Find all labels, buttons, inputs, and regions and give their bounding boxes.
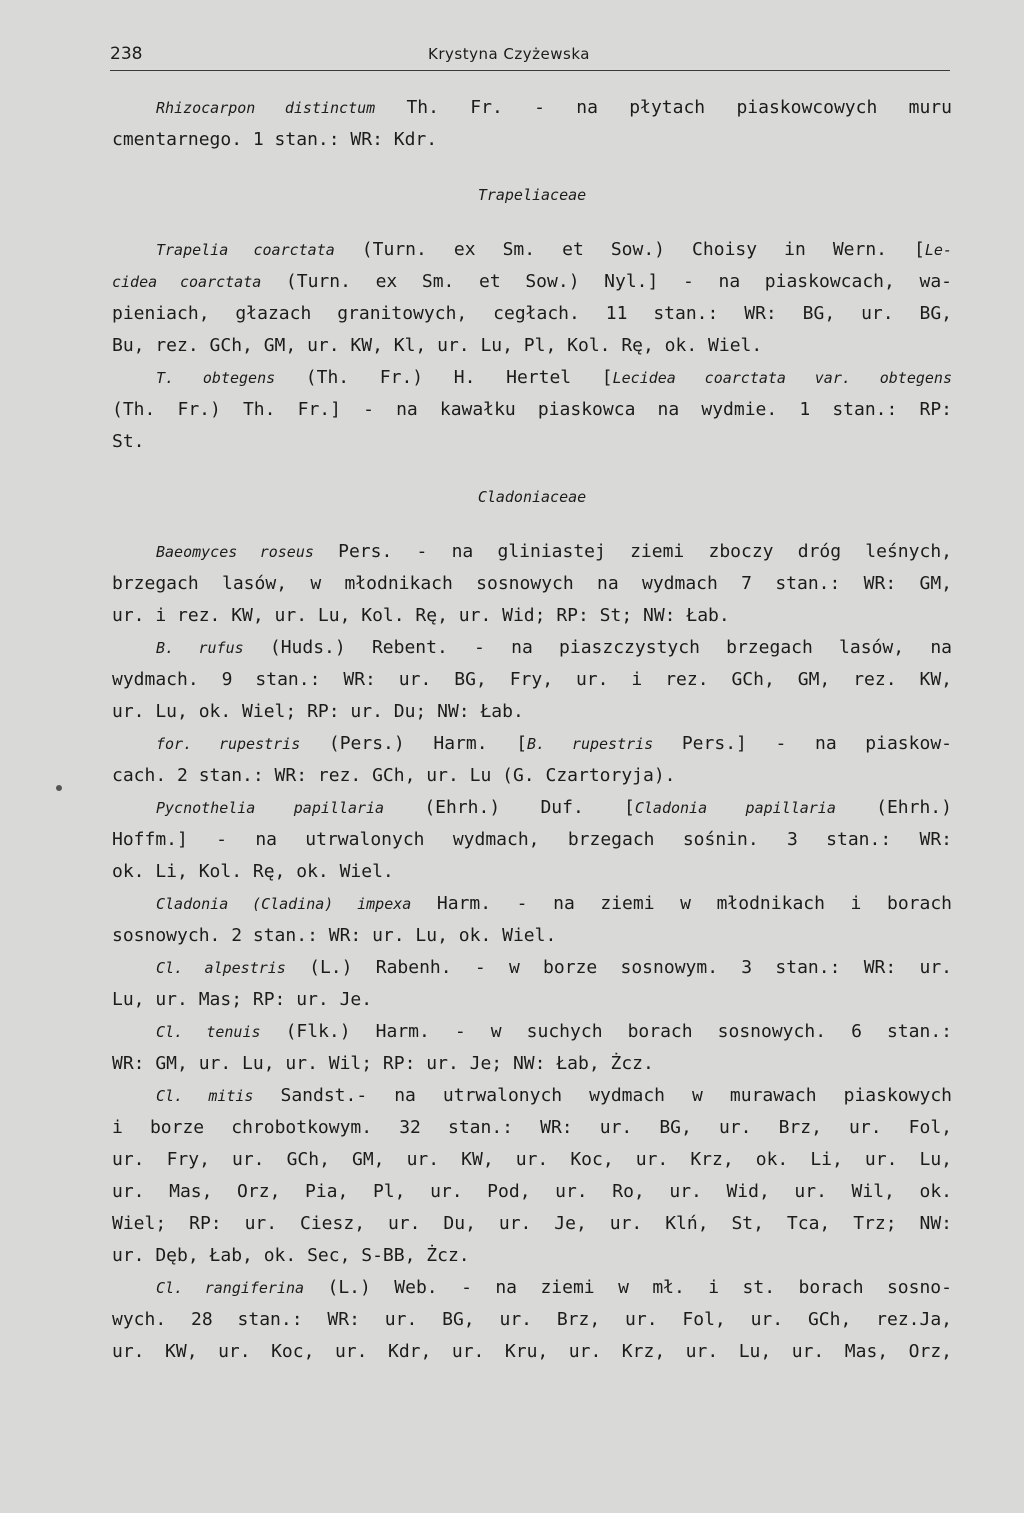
entry-line: B. rufus (Huds.) Rebent. - na piaszczystych brzegach lasów, na — [156, 637, 952, 658]
entry-line: Wiel; RP: ur. Ciesz, ur. Du, ur. Je, ur. Klń, St, Tca, Trz; NW: — [112, 1213, 952, 1234]
page-number: 238 — [110, 44, 143, 64]
entry-line: wych. 28 stan.: WR: ur. BG, ur. Brz, ur. Fol, ur. GCh, rez.Ja, — [112, 1309, 952, 1330]
taxon-name: Cl. mitis — [156, 1087, 254, 1105]
entry-line: i borze chrobotkowym. 32 stan.: WR: ur. BG, ur. Brz, ur. Fol, — [112, 1117, 952, 1138]
taxon-name: Rhizocarpon distinctum — [156, 99, 376, 117]
entry-line: WR: GM, ur. Lu, ur. Wil; RP: ur. Je; NW: Łab, Żcz. — [112, 1053, 654, 1074]
taxon-name: B. rufus — [156, 639, 244, 657]
entry-line: Bu, rez. GCh, GM, ur. KW, Kl, ur. Lu, Pl, Kol. Rę, ok. Wiel. — [112, 335, 763, 356]
synonym-name: Lecidea coarctata var. obtegens — [612, 369, 952, 387]
entry-line: T. obtegens (Th. Fr.) H. Hertel [Lecidea coarctata var. obtegens — [156, 367, 952, 388]
taxon-name: Pycnothelia papillaria — [156, 799, 385, 817]
taxon-name: T. obtegens — [156, 369, 276, 387]
entry-line: Pycnothelia papillaria (Ehrh.) Duf. [Cladonia papillaria (Ehrh.) — [156, 797, 952, 818]
entry-line: Cladonia (Cladina) impexa Harm. - na ziemi w młodnikach i borach — [156, 893, 952, 914]
entry-line: cidea coarctata (Turn. ex Sm. et Sow.) Nyl.] - na piaskowcach, wa- — [112, 271, 952, 292]
entry-line: ur. Dęb, Łab, ok. Sec, S-BB, Żcz. — [112, 1245, 470, 1266]
taxon-name: Cladonia (Cladina) impexa — [156, 895, 412, 913]
entry-line: ur. i rez. KW, ur. Lu, Kol. Rę, ur. Wid; RP: St; NW: Łab. — [112, 605, 730, 626]
margin-dot — [56, 785, 62, 791]
document-body — [112, 92, 952, 1368]
entry-line: Trapelia coarctata (Turn. ex Sm. et Sow.) Choisy in Wern. [Le- — [156, 239, 952, 260]
family-heading: Cladoniaceae — [477, 488, 587, 506]
entry-line: cmentarnego. 1 stan.: WR: Kdr. — [112, 129, 438, 150]
running-header — [110, 40, 950, 71]
taxon-name: Cl. alpestris — [156, 959, 286, 977]
running-header-author: Krystyna Czyżewska — [428, 45, 590, 63]
entry-line: brzegach lasów, w młodnikach sosnowych na wydmach 7 stan.: WR: GM, — [112, 573, 952, 594]
entry-line: Cl. rangiferina (L.) Web. - na ziemi w mł. i st. borach sosno- — [156, 1277, 952, 1298]
synonym-name: Le- — [924, 241, 952, 259]
taxon-name: Cl. rangiferina — [156, 1279, 305, 1297]
entry-line: Lu, ur. Mas; RP: ur. Je. — [112, 989, 373, 1010]
entry-line: ur. Lu, ok. Wiel; RP: ur. Du; NW: Łab. — [112, 701, 524, 722]
taxon-name: Trapelia coarctata — [156, 241, 335, 259]
entry-line: sosnowych. 2 stan.: WR: ur. Lu, ok. Wiel. — [112, 925, 557, 946]
taxon-name: Baeomyces roseus — [156, 543, 314, 561]
entry-line: pieniach, głazach granitowych, cegłach. 11 stan.: WR: BG, ur. BG, — [112, 303, 952, 324]
entry-line: cach. 2 stan.: WR: rez. GCh, ur. Lu (G. Czartoryja). — [112, 765, 676, 786]
taxon-name: Cl. tenuis — [156, 1023, 261, 1041]
entry-line: for. rupestris (Pers.) Harm. [B. rupestris Pers.] - na piaskow- — [156, 733, 952, 754]
synonym-name: Cladonia papillaria — [634, 799, 836, 817]
entry-line: (Th. Fr.) Th. Fr.] - na kawałku piaskowca na wydmie. 1 stan.: RP: — [112, 399, 952, 420]
entry-line: Rhizocarpon distinctum Th. Fr. - na płytach piaskowcowych muru — [156, 97, 952, 118]
family-heading: Trapeliaceae — [477, 186, 587, 204]
entry-line: ok. Li, Kol. Rę, ok. Wiel. — [112, 861, 394, 882]
taxon-name: for. rupestris — [156, 735, 301, 753]
entry-line: ur. Mas, Orz, Pia, Pl, ur. Pod, ur. Ro, ur. Wid, ur. Wil, ok. — [112, 1181, 952, 1202]
synonym-name: cidea coarctata — [112, 273, 262, 291]
entry-line: ur. Fry, ur. GCh, GM, ur. KW, ur. Koc, ur. Krz, ok. Li, ur. Lu, — [112, 1149, 952, 1170]
entry-line: Cl. mitis Sandst.- na utrwalonych wydmach w murawach piaskowych — [156, 1085, 952, 1106]
entry-line: Cl. tenuis (Flk.) Harm. - w suchych borach sosnowych. 6 stan.: — [156, 1021, 952, 1042]
entry-line: ur. KW, ur. Koc, ur. Kdr, ur. Kru, ur. Krz, ur. Lu, ur. Mas, Orz, — [112, 1341, 952, 1362]
entry-line: St. — [112, 431, 145, 452]
entry-line: Baeomyces roseus Pers. - na gliniastej ziemi zboczy dróg leśnych, — [156, 541, 952, 562]
entry-line: Cl. alpestris (L.) Rabenh. - w borze sosnowym. 3 stan.: WR: ur. — [156, 957, 952, 978]
entry-line: Hoffm.] - na utrwalonych wydmach, brzegach sośnin. 3 stan.: WR: — [112, 829, 952, 850]
entry-line: wydmach. 9 stan.: WR: ur. BG, Fry, ur. i rez. GCh, GM, rez. KW, — [112, 669, 952, 690]
synonym-name: B. rupestris — [527, 735, 654, 753]
